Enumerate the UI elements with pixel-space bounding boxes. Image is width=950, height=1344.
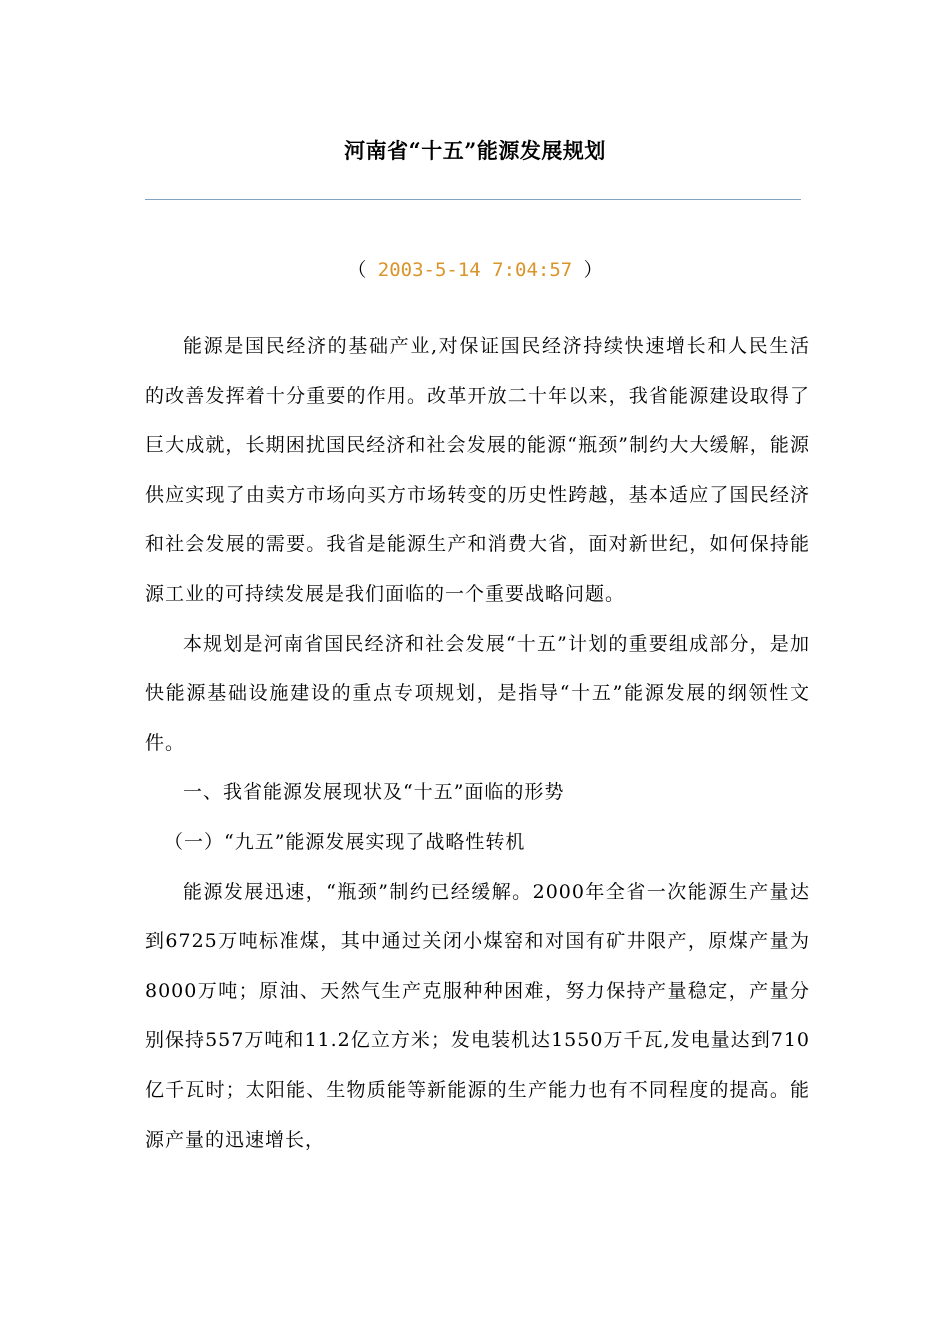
paragraph-intro: 能源是国民经济的基础产业,对保证国民经济持续快速增长和人民生活的改善发挥着十分重要的作用。改革开放二十年以来，我省能源建设取得了巨大成就，长期困扰国民经济和社会发展的能源“瓶颈”制约大大缓解，能源供应实现了由卖方市场向买方市场转变的历史性跨越，基本适应了国民经济和社会发展的需要。我省是能源生产和消费大省，面对新世纪，如何保持能源工业的可持续发展是我们面临的一个重要战略问题。 (145, 335, 810, 605)
section-heading: 一、我省能源发展现状及“十五”面临的形势 (183, 781, 565, 804)
title-divider (145, 199, 801, 200)
document-title: 河南省“十五”能源发展规划 (344, 138, 606, 163)
document-body (145, 322, 810, 1165)
subsection-heading: （一）“九五”能源发展实现了战略性转机 (164, 830, 526, 853)
date-close-paren: ） (572, 259, 603, 281)
date-stamp: 2003-5-14 7:04:57 (377, 259, 573, 281)
paragraph-plan-purpose: 本规划是河南省国民经济和社会发展“十五”计划的重要组成部分，是加快能源基础设施建设的重点专项规划，是指导“十五”能源发展的纲领性文件。 (145, 632, 810, 754)
publish-date (0, 256, 950, 284)
paragraph-energy-development: 能源发展迅速，“瓶颈”制约已经缓解。2000年全省一次能源生产量达到6725万吨标准煤，其中通过关闭小煤窑和对国有矿井限产，原煤产量为8000万吨；原油、天然气生产克服种种困难，努力保持产量稳定，产量分别保持557万吨和11.2亿立方米；发电装机达1550万千瓦,发电量达到710亿千瓦时；太阳能、生物质能等新能源的生产能力也有不同程度的提高。能源产量的迅速增长， (145, 880, 810, 1151)
date-open-paren: （ (347, 259, 378, 281)
